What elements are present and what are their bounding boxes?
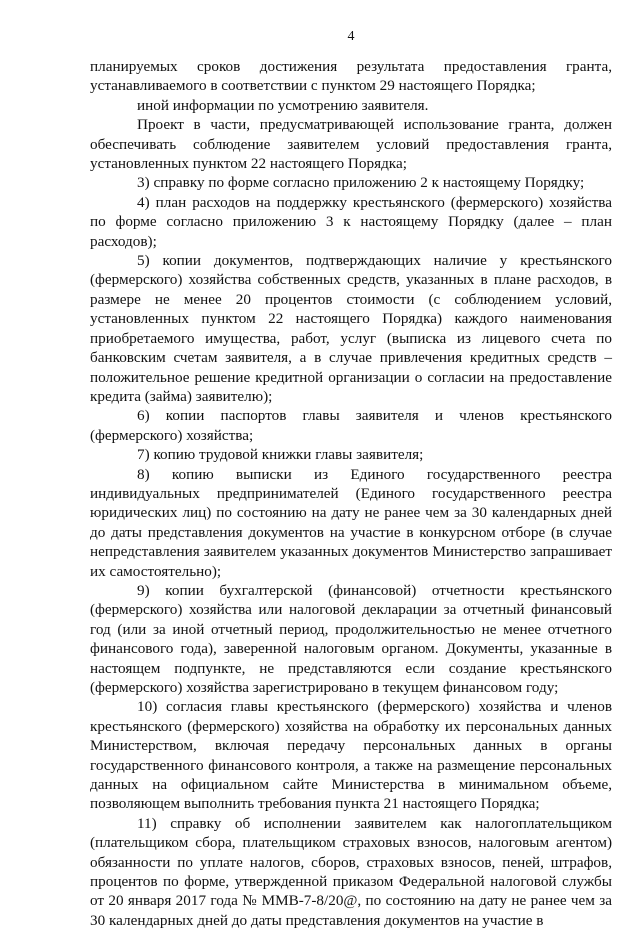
paragraph-11: 10) согласия главы крестьянского (фермерского) хозяйства и членов крестьянского (фермерского) хозяйства на обработку их персональных данных Министерством, включая передачу персональных данных в органы государственного финансового контроля, а также на размещение персональных данных на официальном сайте Министерства в минимальном объеме, позволяющем выполнить требования пункта 21 настоящего Порядка; bbox=[90, 698, 612, 813]
paragraph-5: 4) план расходов на поддержку крестьянского (фермерского) хозяйства по форме согласно приложению 3 к настоящему Порядку (далее – план расходов); bbox=[90, 193, 612, 250]
paragraph-7: 6) копии паспортов главы заявителя и членов крестьянского (фермерского) хозяйства; bbox=[90, 407, 612, 444]
paragraph-3: Проект в части, предусматривающей использование гранта, должен обеспечивать соблюдение заявителем условий предоставления гранта, установленных пунктом 22 настоящего Порядка; bbox=[90, 116, 612, 173]
paragraph-12: 11) справку об исполнении заявителем как налогоплательщиком (плательщиком сбора, плательщиком страховых взносов, налоговым агентом) обязанности по уплате налогов, сборов, страховых взносов, пеней, штрафов, процентов по форме, утвержденной приказом Федеральной налоговой службы от 20 января 2017 года № ММВ-7-8/20@, по состоянию на дату не ранее чем за 30 календарных дней до даты представления документов на участие в bbox=[90, 814, 612, 929]
paragraph-6: 5) копии документов, подтверждающих наличие у крестьянского (фермерского) хозяйства собственных средств, указанных в плане расходов, в размере не менее 20 процентов стоимости (с соблюдением условий, установленных пунктом 22 настоящего Порядка) каждого наименования приобретаемого имущества, работ, услуг (выписка из лицевого счета по банковским счетам заявителя, а в случае привлечения кредитных средств – положительное решение кредитной организации о согласии на предоставление кредита (займа) заявителю); bbox=[90, 252, 612, 405]
paragraph-4: 3) справку по форме согласно приложению 2 к настоящему Порядку; bbox=[137, 174, 585, 192]
paragraph-1: планируемых сроков достижения результата предоставления гранта, устанавливаемого в соответствии с пунктом 29 настоящего Порядка; bbox=[90, 58, 612, 95]
paragraph-9: 8) копию выписки из Единого государственного реестра индивидуальных предпринимателей (Единого государственного реестра юридических лиц) по состоянию на дату не ранее чем за 30 календарных дней до даты представления документов на участие в конкурсном отборе (в случае непредставления заявителем указанных документов Министерство запрашивает их самостоятельно); bbox=[90, 465, 612, 580]
paragraph-10: 9) копии бухгалтерской (финансовой) отчетности крестьянского (фермерского) хозяйства или налоговой декларации за отчетный финансовый год (или за иной отчетный период, продолжительностью не менее отчетного финансового года), заверенной налоговым органом. Документы, указанные в настоящем подпункте, не представляются если создание крестьянского (фермерского) хозяйства зарегистрировано в текущем финансовом году; bbox=[90, 581, 612, 696]
page-number: 4 bbox=[347, 29, 355, 44]
paragraph-2: иной информации по усмотрению заявителя. bbox=[137, 96, 429, 114]
paragraph-8: 7) копию трудовой книжки главы заявителя; bbox=[137, 446, 424, 464]
